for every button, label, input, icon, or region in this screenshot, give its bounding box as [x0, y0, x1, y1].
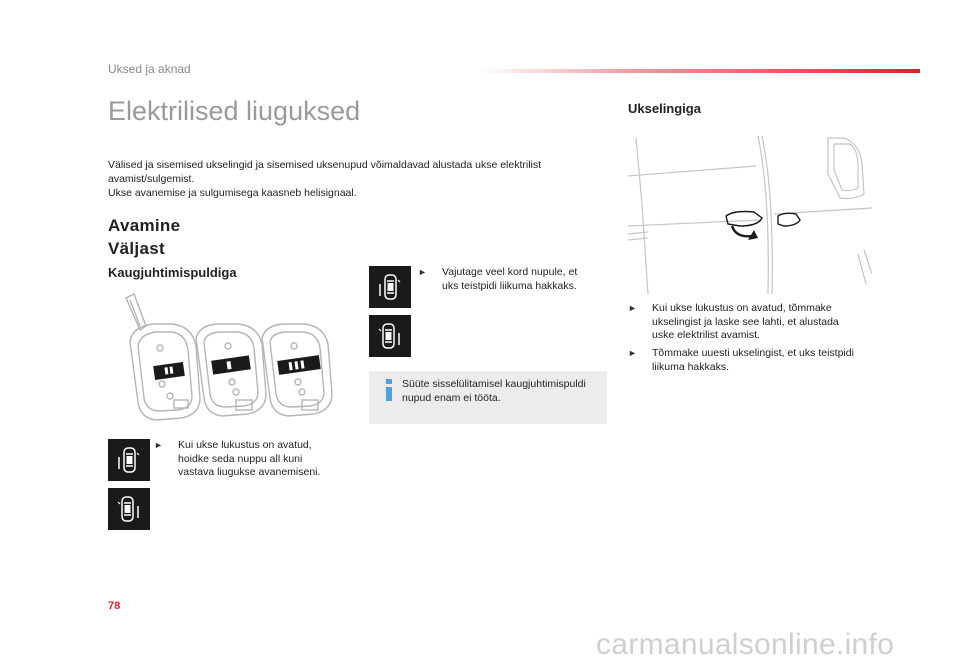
- remote-step-2: [418, 266, 608, 296]
- door-right-icon: [108, 488, 150, 530]
- opening-heading: Avamine: [108, 216, 181, 235]
- intro-line: Välised ja sisemised ukselingid ja sisemised uksenupud võimaldavad alustada ukse elektrilist: [108, 159, 542, 171]
- handle-step-1: [628, 302, 878, 346]
- step-line: Kui ukse lukustus on avatud,: [178, 439, 312, 451]
- intro-line: avamist/sulgemist.: [108, 173, 195, 185]
- remote-keys-illustration: [112, 290, 348, 430]
- step-line: liikuma hakkaks.: [652, 360, 730, 373]
- handle-step-2: [628, 347, 888, 377]
- intro-paragraph: [108, 158, 588, 200]
- door-left-icon: [108, 439, 150, 481]
- watermark: carmanualsonline.info: [596, 628, 895, 661]
- step-line: hoidke seda nuppu all kuni: [178, 452, 303, 465]
- section-header: Uksed ja aknad: [108, 62, 191, 76]
- bullet-arrow-icon: ►: [628, 348, 637, 358]
- remote-step-1: [154, 439, 354, 483]
- header-accent-line: [478, 69, 920, 73]
- bullet-arrow-icon: ►: [628, 303, 637, 313]
- remote-heading: Kaugjuhtimispuldiga: [108, 265, 237, 280]
- intro-line: Ukse avanemise ja sulgumisega kaasneb helisignaal.: [108, 187, 357, 199]
- outside-subheading: Väljast: [108, 239, 165, 258]
- step-line: uske elektrilist avamist.: [652, 329, 760, 341]
- step-line: vastava liugukse avanemiseni.: [178, 466, 321, 478]
- handle-heading: Ukselingiga: [628, 101, 701, 116]
- page-number: 78: [108, 600, 121, 612]
- bullet-arrow-icon: ►: [154, 440, 163, 450]
- door-left-icon: [369, 266, 411, 308]
- step-line: Tõmmake uuesti ukselingist, et uks teistpidi: [652, 347, 854, 359]
- step-line: Kui ukse lukustus on avatud, tõmmake: [652, 302, 832, 314]
- step-line: uks teistpidi liikuma hakkaks.: [442, 279, 577, 292]
- note-line: Süüte sisselülitamisel kaugjuhtimispuldi: [402, 378, 586, 390]
- door-right-icon: [369, 315, 411, 357]
- page-title: Elektrilised liuguksed: [108, 96, 361, 126]
- door-handle-illustration: [628, 134, 872, 294]
- step-line: Vajutage veel kord nupule, et: [442, 266, 578, 278]
- info-icon: [382, 379, 396, 401]
- note-line: nupud enam ei tööta.: [402, 392, 501, 404]
- info-note: [369, 371, 607, 424]
- step-line: ukselingist ja laske see lahti, et alustada: [652, 315, 839, 328]
- bullet-arrow-icon: ►: [418, 267, 427, 277]
